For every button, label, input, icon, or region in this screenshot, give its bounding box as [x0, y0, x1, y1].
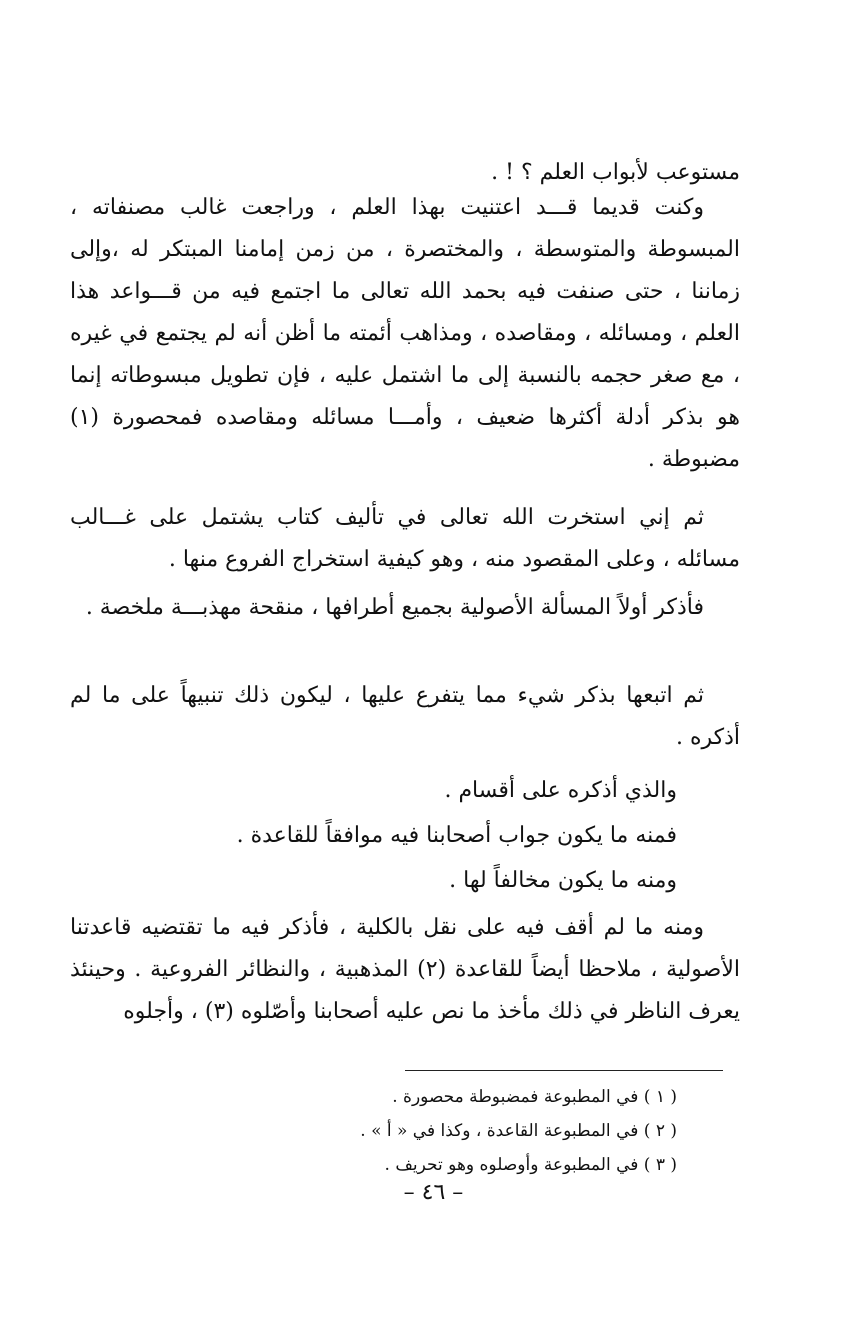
footnote-2: ( ٢ ) في المطبوعة القاعدة ، وكذا في « أ » .: [360, 1121, 677, 1141]
paragraph-6: ومنه ما لم أقف فيه على نقل بالكلية ، فأذكر فيه ما تقتضيه قاعدتنا الأصولية ، ملاحظا أيضاً للقاعدة (٢) المذهبية ، والنظائر الفروعية . وحينئذ يعرف الناظر في ذلك مأخذ ما نص عليه أصحابنا وأصّلوه (٣) ، وأجلوه: [70, 915, 741, 1024]
paragraph-2: وكنت قديما قـــد اعتنيت بهذا العلم ، وراجعت غالب مصنفاته ، المبسوطة والمتوسطة ، والمختصرة ، من زمن إمامنا المبتكر له ،وإلى زماننا ، حتى صنفت فيه بحمد الله تعالى ما اجتمع فيه من قـــواعد هذا العلم ، ومسائله ، ومقاصده ، ومذاهب أئمته ما أظن أنه لم يجتمع في غيره ، مع صغر حجمه بالنسبة إلى ما اشتمل عليه ، فإن تطويل مبسوطاته إنما هو بذكر أدلة أكثرها ضعيف ، وأمـــا مسائله ومقاصده فمحصورة (١) مضبوطة .: [70, 195, 740, 472]
footnote-divider: [405, 1070, 723, 1071]
paragraph-3: ثم إني استخرت الله تعالى في تأليف كتاب يشتمل على غـــالب مسائله ، وعلى المقصود منه ، وهو كيفية استخراج الفروع منها .: [70, 505, 740, 572]
page-number: – ٤٦ –: [403, 1180, 464, 1205]
paragraph-5: ثم اتبعها بذكر شيء مما يتفرع عليها ، ليكون ذلك تنبيهاً على ما لم أذكره .: [70, 683, 740, 750]
footnotes-list: [247, 1080, 677, 1182]
division-agreeing-line: فمنه ما يكون جواب أصحابنا فيه موافقاً للقاعدة .: [236, 823, 677, 848]
footnote-1: ( ١ ) في المطبوعة فمضبوطة محصورة .: [392, 1087, 677, 1107]
paragraph-1: مستوعب لأبواب العلم ؟ ! .: [491, 160, 740, 185]
footnote-3: ( ٣ ) في المطبوعة وأوصلوه وهو تحريف .: [384, 1155, 677, 1175]
paragraph-4: فأذكر أولاً المسألة الأصولية بجميع أطرافها ، منقحة مهذبـــة ملخصة .: [85, 595, 704, 620]
divisions-heading-line: والذي أذكره على أقسام .: [444, 778, 677, 803]
division-differing-line: ومنه ما يكون مخالفاً لها .: [449, 868, 677, 893]
